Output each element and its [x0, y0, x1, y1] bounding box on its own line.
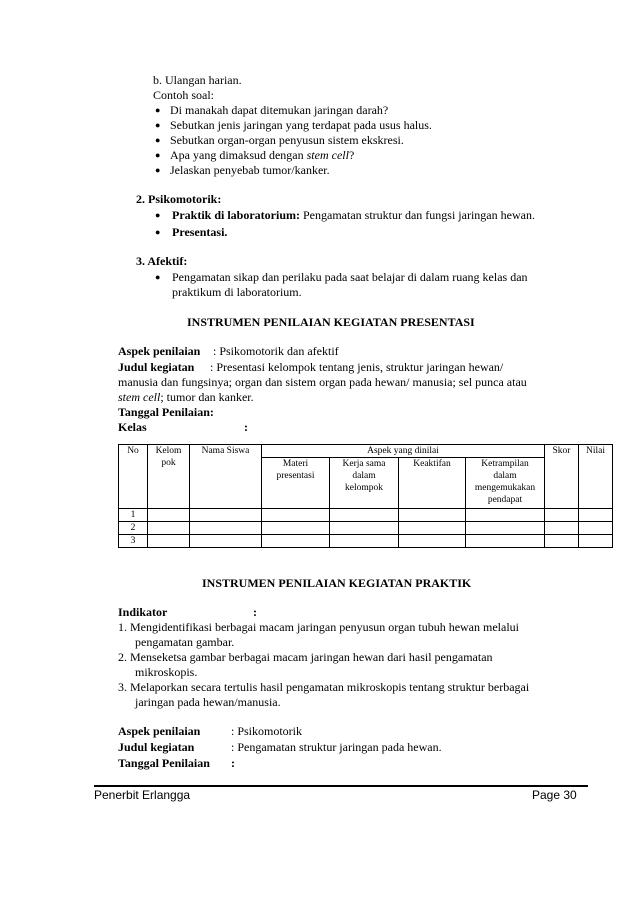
afektif-line-1: Pengamatan sikap dan perilaku pada saat belajar di dalam ruang kelas dan [172, 270, 528, 284]
header-kerja-3: kelompok [345, 483, 383, 493]
header-materi-1: Materi [282, 459, 309, 469]
header-nilai: Nilai [579, 445, 613, 509]
judul-line-3-rest: ; tumor dan kanker. [160, 390, 254, 404]
row-no: 1 [119, 509, 148, 522]
praktik-tanggal-label: Tanggal Penilaian [118, 756, 210, 770]
header-nama: Nama Siswa [190, 445, 262, 509]
afektif-line-2: praktikum di laboratorium. [172, 285, 302, 299]
praktik-tanggal-colon: : [231, 756, 235, 770]
afektif-heading: 3. Afektif: [136, 254, 188, 268]
header-ketr-1: Ketrampilan [481, 459, 529, 469]
aspek-label: Aspek penilaian [118, 344, 201, 358]
header-skor: Skor [545, 445, 579, 509]
aspek-value: : Psikomotorik dan afektif [213, 344, 339, 358]
contoh-soal-label: Contoh soal: [153, 88, 215, 102]
praktik-title: INSTRUMEN PENILAIAN KEGIATAN PRAKTIK [202, 576, 472, 590]
soal-item-1: Di manakah dapat ditemukan jaringan darah? [170, 103, 389, 117]
indikator-label: Indikator [118, 605, 168, 619]
header-kerja-sama [330, 458, 399, 509]
soal-item-2: Sebutkan jenis jaringan yang terdapat pada usus halus. [170, 118, 432, 132]
header-ketr-4: pendapat [487, 495, 523, 505]
header-kerja-2: dalam [352, 471, 376, 481]
bullet-icon: ● [155, 120, 161, 130]
praktik-judul-value: : Pengamatan struktur jaringan pada hewan. [231, 740, 442, 754]
judul-value: : Presentasi kelompok tentang jenis, struktur jaringan hewan/ [210, 360, 504, 374]
header-materi [262, 458, 330, 509]
footer-publisher: Penerbit Erlangga [94, 788, 191, 802]
kelas-colon: : [244, 420, 248, 434]
praktik-aspek-value: : Psikomotorik [231, 724, 303, 738]
bullet-icon: ● [155, 165, 161, 175]
bullet-icon: ● [155, 272, 161, 282]
bullet-icon: ● [155, 227, 161, 237]
header-ketrampilan [466, 458, 545, 509]
header-ketr-3: mengemukakan [474, 483, 536, 493]
soal-item-4 [170, 148, 354, 163]
soal-item-3: Sebutkan organ-organ penyusun sistem ekskresi. [170, 133, 404, 147]
row-no: 3 [119, 535, 148, 548]
header-materi-2: presentasi [276, 471, 315, 481]
judul-line-2: manusia dan fungsinya; organ dan sistem organ pada hewan/ manusia; sel punca atau [118, 375, 527, 389]
psikomotorik-item-1-bold: Praktik di laboratorium: [172, 208, 300, 222]
footer-page-number: Page 30 [532, 788, 577, 802]
soal-item-5: Jelaskan penyebab tumor/kanker. [170, 163, 330, 177]
footer-divider [94, 785, 588, 787]
indikator-1-cont: pengamatan gambar. [135, 635, 235, 649]
judul-line-3-italic: stem cell [118, 390, 161, 404]
soal-item-4-end: ? [348, 148, 355, 162]
indikator-3-cont: jaringan pada hewan/manusia. [135, 695, 281, 709]
soal-item-4-text: Apa yang dimaksud dengan [170, 148, 304, 162]
header-kelompok-2: pok [161, 458, 176, 468]
indikator-1: 1. Mengidentifikasi berbagai macam jaringan penyusun organ tubuh hewan melalui [118, 620, 519, 634]
bullet-icon: ● [155, 150, 161, 160]
bullet-icon: ● [155, 210, 161, 220]
header-no: No [119, 445, 148, 509]
bullet-icon: ● [155, 135, 161, 145]
table-row [119, 522, 613, 535]
psikomotorik-item-1-rest: Pengamatan struktur dan fungsi jaringan hewan. [300, 208, 535, 222]
header-kelompok [148, 445, 190, 509]
indikator-2-cont: mikroskopis. [135, 665, 198, 679]
indikator-colon: : [253, 605, 257, 619]
header-ketr-2: dalam [493, 471, 517, 481]
header-aspek: Aspek yang dinilai [262, 445, 545, 458]
praktik-aspek-label: Aspek penilaian [118, 724, 201, 738]
psikomotorik-item-1 [172, 208, 535, 223]
header-kelompok-1: Kelom [155, 446, 182, 456]
judul-line-3 [118, 390, 254, 405]
psikomotorik-item-2: Presentasi. [172, 225, 228, 239]
psikomotorik-heading: 2. Psikomotorik: [136, 192, 222, 206]
bullet-icon: ● [155, 105, 161, 115]
indikator-3: 3. Melaporkan secara tertulis hasil pengamatan mikroskopis tentang struktur berbagai [118, 680, 530, 694]
praktik-judul-label: Judul kegiatan [118, 740, 195, 754]
judul-label: Judul kegiatan [118, 360, 195, 374]
soal-item-4-italic: stem cell [306, 148, 349, 162]
penilaian-presentasi-table [118, 444, 613, 548]
ulangan-heading: b. Ulangan harian. [153, 73, 242, 87]
header-keaktifan: Keaktifan [399, 458, 466, 509]
tanggal-label: Tanggal Penilaian: [118, 405, 214, 419]
presentasi-title: INSTRUMEN PENILAIAN KEGIATAN PRESENTASI [187, 315, 475, 329]
table-row [119, 509, 613, 522]
table-row [119, 535, 613, 548]
kelas-label: Kelas [118, 420, 147, 434]
indikator-2: 2. Menseketsa gambar berbagai macam jaringan hewan dari hasil pengamatan [118, 650, 493, 664]
row-no: 2 [119, 522, 148, 535]
header-kerja-1: Kerja sama [342, 459, 386, 469]
